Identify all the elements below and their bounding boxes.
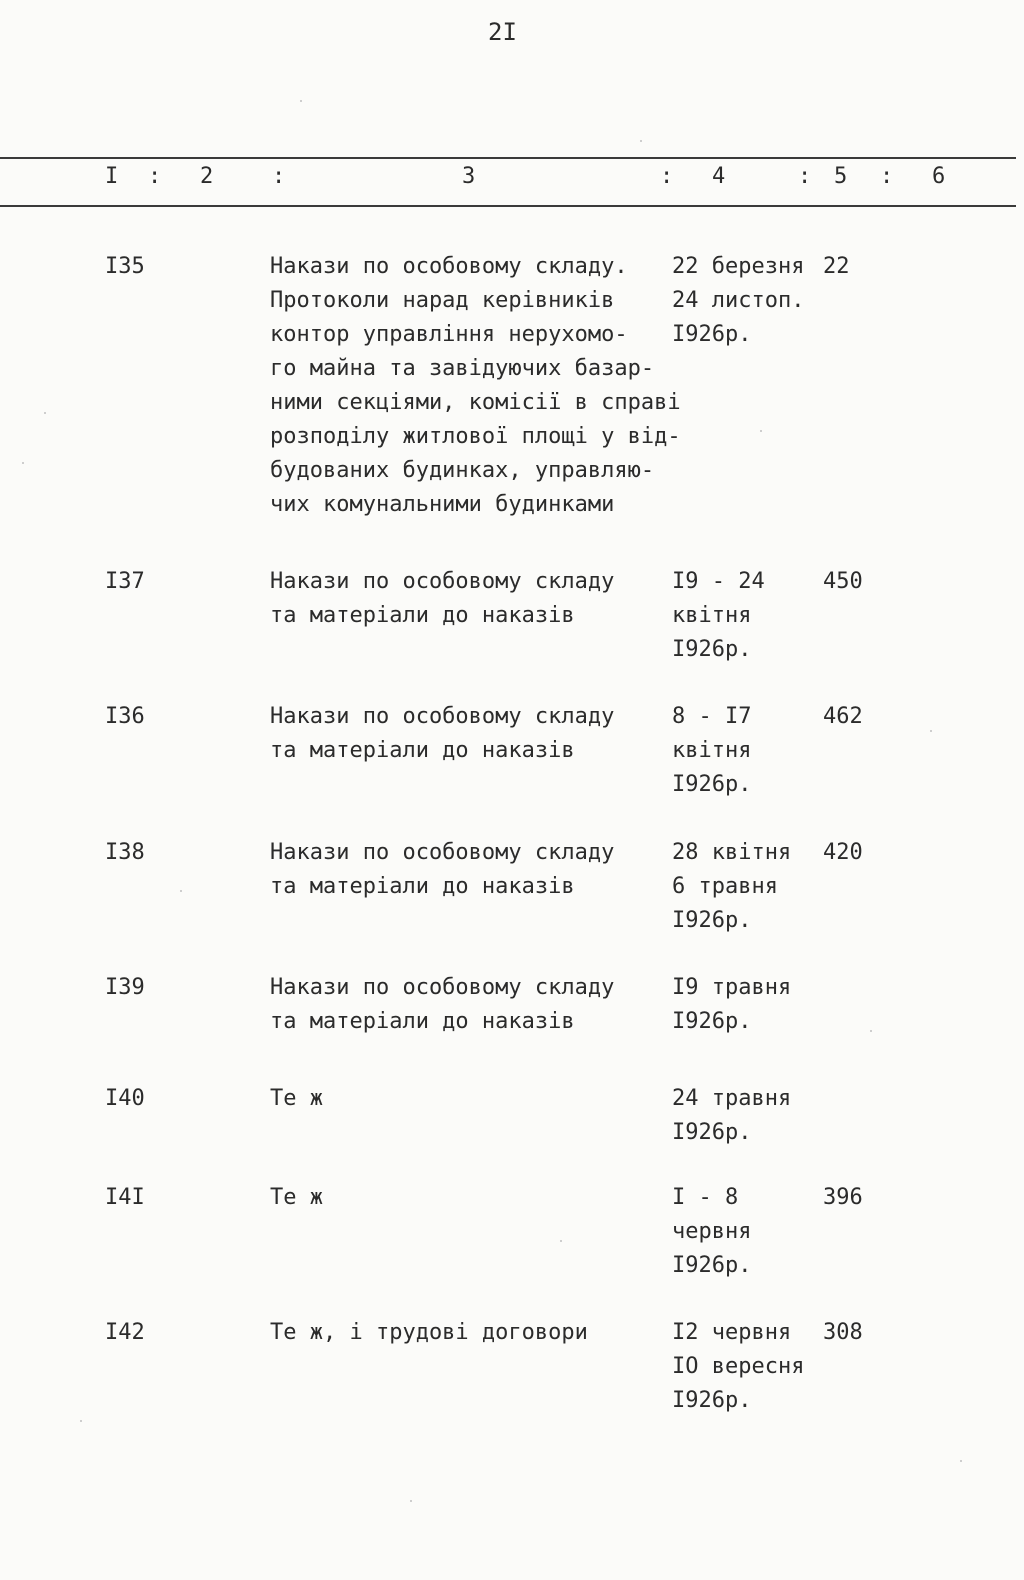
file-dates: 24 травня I926р. — [672, 1086, 792, 1145]
file-title: Накази по особовому складу та матеріали до наказів — [270, 704, 615, 763]
file-title: Те ж — [270, 1185, 323, 1210]
file-sheets: 462 — [823, 704, 863, 729]
header-col-2: 2 — [200, 164, 214, 189]
speck — [300, 100, 302, 102]
file-number: I35 — [105, 254, 145, 279]
header-separator: : — [148, 164, 162, 189]
file-title: Накази по особовому складу та матеріали до наказів — [270, 569, 615, 628]
header-col-3: 3 — [462, 164, 476, 189]
file-sheets: 308 — [823, 1320, 863, 1345]
file-number: I37 — [105, 569, 145, 594]
file-number: I39 — [105, 975, 145, 1000]
file-title: Накази по особовому складу. Протоколи нарад керівників контор управління нерухомо- го майна та завідуючих базар- ними секціями, комісії в справі розподілу житлової площі у від- будованих будинках, управляю- чих комунальними будинками — [270, 254, 681, 517]
speck — [960, 1460, 962, 1462]
file-title: Накази по особовому складу та матеріали до наказів — [270, 840, 615, 899]
file-dates: 8 - I7 квітня I926р. — [672, 704, 752, 797]
file-sheets: 22 — [823, 254, 850, 279]
speck — [930, 730, 932, 732]
speck — [44, 412, 46, 414]
file-sheets: 396 — [823, 1185, 863, 1210]
header-separator: : — [660, 164, 674, 189]
speck — [760, 430, 762, 432]
file-dates: I9 - 24 квітня I926р. — [672, 569, 765, 662]
header-col-4: 4 — [712, 164, 726, 189]
file-dates: 22 березня 24 листоп. I926р. — [672, 254, 805, 347]
page-number: 2I — [488, 18, 517, 46]
header-col-5: 5 — [834, 164, 848, 189]
speck — [410, 1500, 412, 1502]
file-title: Те ж, і трудові договори — [270, 1320, 588, 1345]
speck — [560, 1240, 562, 1242]
file-number: I36 — [105, 704, 145, 729]
file-dates: I - 8 червня I926р. — [672, 1185, 752, 1278]
file-dates: I9 травня I926р. — [672, 975, 792, 1034]
file-dates: 28 квітня 6 травня I926р. — [672, 840, 792, 933]
file-number: I40 — [105, 1086, 145, 1111]
header-separator: : — [880, 164, 894, 189]
file-number: I4I — [105, 1185, 145, 1210]
speck — [180, 890, 182, 892]
table-bottom-rule — [0, 205, 1016, 207]
file-title: Накази по особовому складу та матеріали до наказів — [270, 975, 615, 1034]
header-separator: : — [798, 164, 812, 189]
speck — [640, 140, 642, 142]
file-sheets: 450 — [823, 569, 863, 594]
speck — [22, 462, 24, 464]
speck — [80, 1420, 82, 1422]
file-title: Те ж — [270, 1086, 323, 1111]
file-number: I38 — [105, 840, 145, 865]
file-number: I42 — [105, 1320, 145, 1345]
file-sheets: 420 — [823, 840, 863, 865]
speck — [870, 1030, 872, 1032]
header-col-6: 6 — [932, 164, 946, 189]
header-col-1: I — [105, 164, 119, 189]
table-top-rule — [0, 157, 1016, 159]
file-dates: I2 червня IO вересня I926р. — [672, 1320, 805, 1413]
header-separator: : — [272, 164, 286, 189]
